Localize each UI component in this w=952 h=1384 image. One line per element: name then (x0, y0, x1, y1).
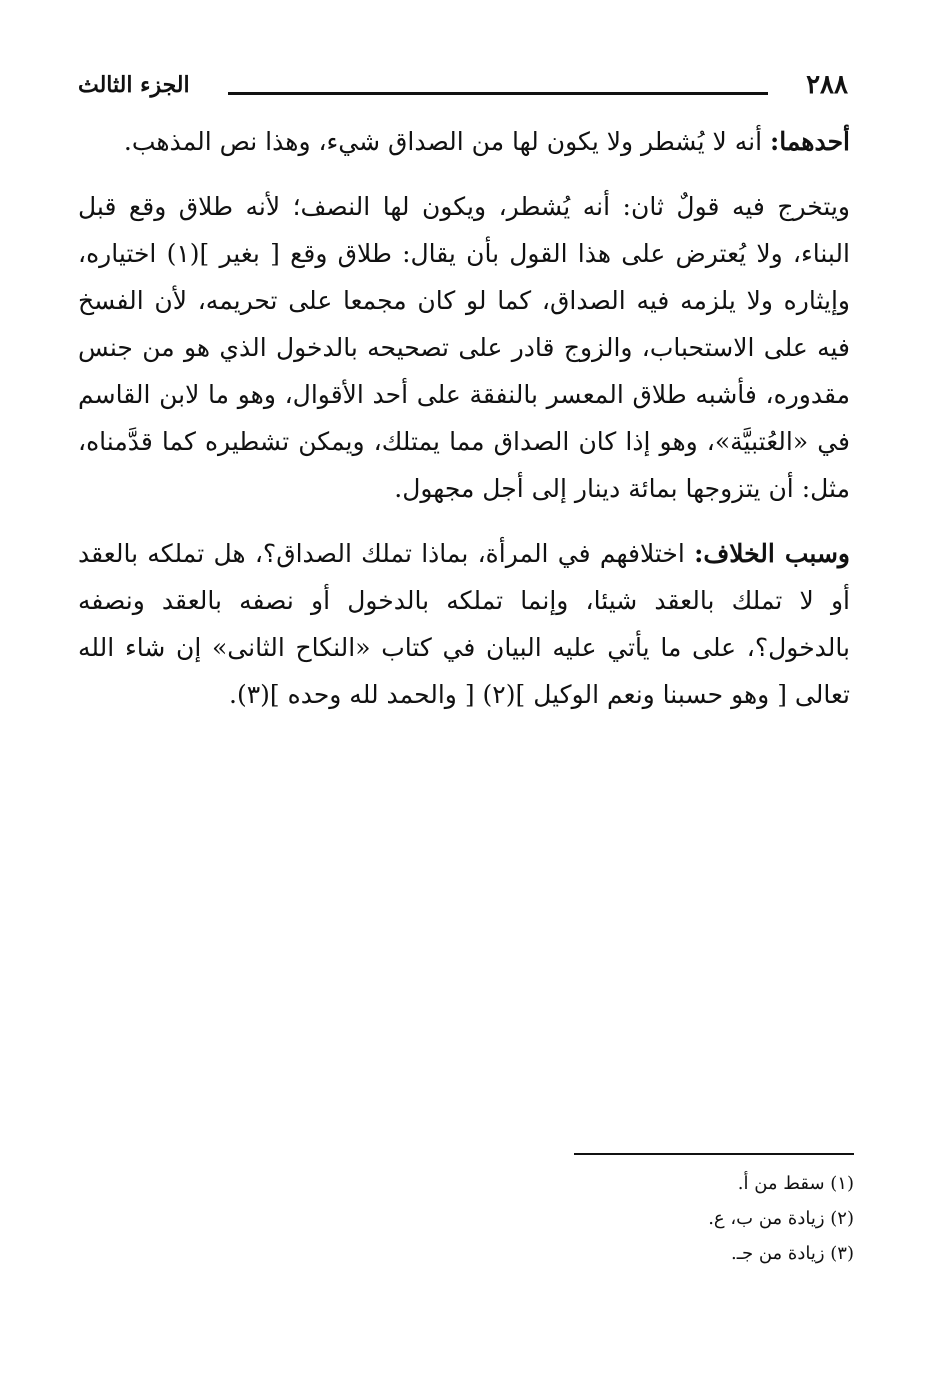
paragraph-text: ويتخرج فيه قولٌ ثان: أنه يُشطر، ويكون لها النصف؛ لأنه طلاق وقع قبل البناء، ولا يُعترض على هذا القول بأن يقال: طلاق وقع [ بغير ](١) اختياره، وإيثاره ولا يلزمه فيه الصداق، كما لو كان مجمعا على تحريمه، لأن الفسخ فيه على الاستحباب، والزوج قادر على تصحيحه بالدخول الذي هو من جنس مقدوره، فأشبه طلاق المعسر بالنفقة على أحد الأقوال، وهو ما لابن القاسم في «العُتبيَّة»، وهو إذا كان الصداق مما يمتلك، ويمكن تشطيره كما قدَّمناه، مثل: أن يتزوجها بمائة دينار إلى أجل مجهول. (78, 192, 850, 503)
footnote-1: (١) سقط من أ. (737, 1173, 854, 1194)
paragraph-lead: أحدهما: (769, 127, 850, 156)
paragraph-text: اختلافهم في المرأة، بماذا تملك الصداق؟، هل تملكه بالعقد أو لا تملك بالعقد شيئا، وإنما تملكه بالدخول أو نصفه بالعقد ونصفه بالدخول؟، على ما يأتي عليه البيان في كتاب «النكاح الثانى» إن شاء الله تعالى [ وهو حسبنا ونعم الوكيل ](٢) [ والحمد لله وحده ](٣). (78, 539, 850, 709)
paragraph-second-opinion (78, 183, 850, 512)
paragraph-lead: وسبب الخلاف: (694, 539, 850, 568)
header-rule (228, 92, 768, 95)
page-number: ٢٨٨ (806, 70, 848, 100)
main-text (78, 118, 850, 736)
footnote-2: (٢) زيادة من ب، ع. (708, 1208, 854, 1229)
paragraph-cause-of-dispute (78, 530, 850, 718)
page-header (78, 70, 848, 110)
paragraph-text: أنه لا يُشطر ولا يكون لها من الصداق شيء، وهذا نص المذهب. (123, 127, 770, 156)
running-title: الجزء الثالث (78, 72, 190, 98)
footnotes (434, 1166, 854, 1271)
paragraph-first-opinion (78, 118, 850, 165)
footnote-rule (574, 1153, 854, 1155)
footnote-3: (٣) زيادة من جـ. (731, 1243, 854, 1264)
